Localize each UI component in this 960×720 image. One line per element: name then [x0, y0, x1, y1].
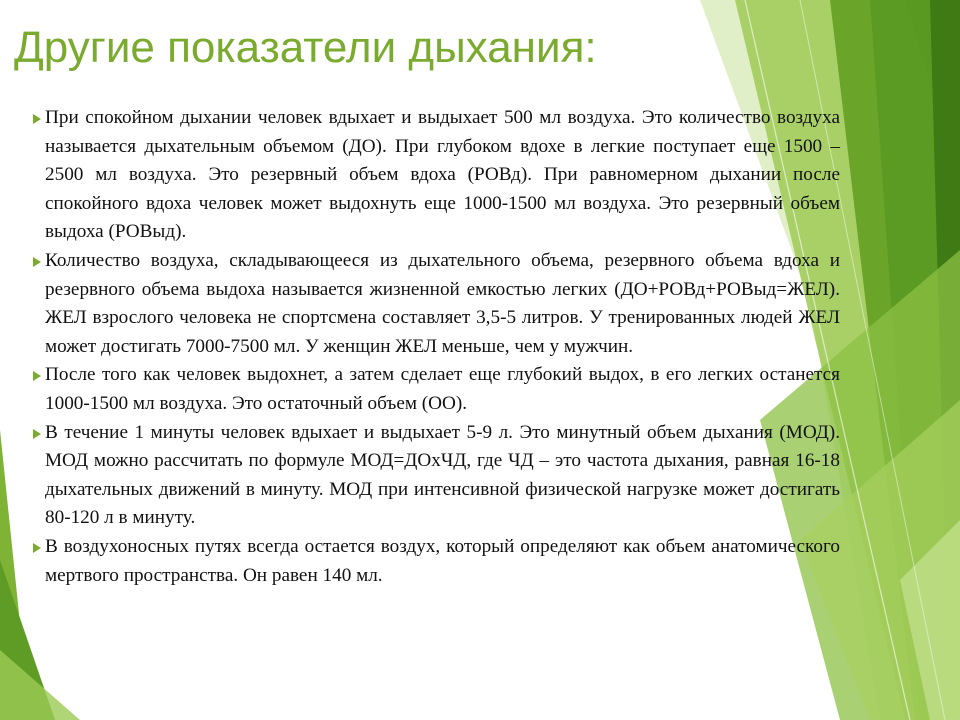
paragraph-residual-volume: [45, 361, 840, 418]
paragraph-text: После того как человек выдохнет, а затем сделает еще глубокий выдох, в его легких останется 1000-1500 мл воздуха. Это остаточный объем (ОО).: [45, 364, 840, 414]
paragraph-text: В воздухоносных путях всегда остается воздух, который определяют как объем анатомического мертвого пространства. Он равен 140 мл.: [45, 535, 840, 586]
paragraph-minute-volume: [45, 419, 840, 533]
slide-body: [45, 104, 840, 590]
facet-shape: [0, 650, 80, 720]
triangle-bullet-icon: [33, 247, 45, 267]
paragraph-tidal-volume: [45, 104, 840, 247]
triangle-bullet-icon: [33, 419, 45, 439]
paragraph-dead-space: [45, 533, 840, 590]
paragraph-text: При спокойном дыхании человек вдыхает и выдыхает 500 мл воздуха. Это количество воздуха называется дыхательным объемом (ДО). При глубоком вдохе в легкие поступает еще 1500 – 2500 мл воздуха. Это резервный объем вдоха (РОВд). При равномерном дыхании после спокойного вдоха человек может выдохнуть еще 1000-1500 мл воздуха. Это резервный объем выдоха (РОВыд).: [45, 107, 840, 243]
triangle-bullet-icon: [33, 104, 45, 124]
triangle-bullet-icon: [33, 361, 45, 381]
triangle-bullet-icon: [33, 533, 45, 553]
paragraph-vital-capacity: [45, 247, 840, 361]
paragraph-text: В течение 1 минуты человек вдыхает и выдыхает 5-9 л. Это минутный объем дыхания (МОД). МОД можно рассчитать по формуле МОД=ДОхЧД, где ЧД – это частота дыхания, равная 16-18 дыхательных движений в минуту. МОД при интенсивной физической нагрузке может достигать 80-120 л в минуту.: [45, 421, 840, 529]
paragraph-text: Количество воздуха, складывающееся из дыхательного объема, резервного объема вдоха и резервного объема выдоха называется жизненной емкостью легких (ДО+РОВд+РОВыд=ЖЕЛ). ЖЕЛ взрослого человека не спортсмена составляет 3,5-5 литров. У тренированных людей ЖЕЛ может достигать 7000-7500 мл. У женщин ЖЕЛ меньше, чем у мужчин.: [45, 249, 840, 357]
slide-title: Другие показатели дыхания:: [14, 23, 597, 72]
